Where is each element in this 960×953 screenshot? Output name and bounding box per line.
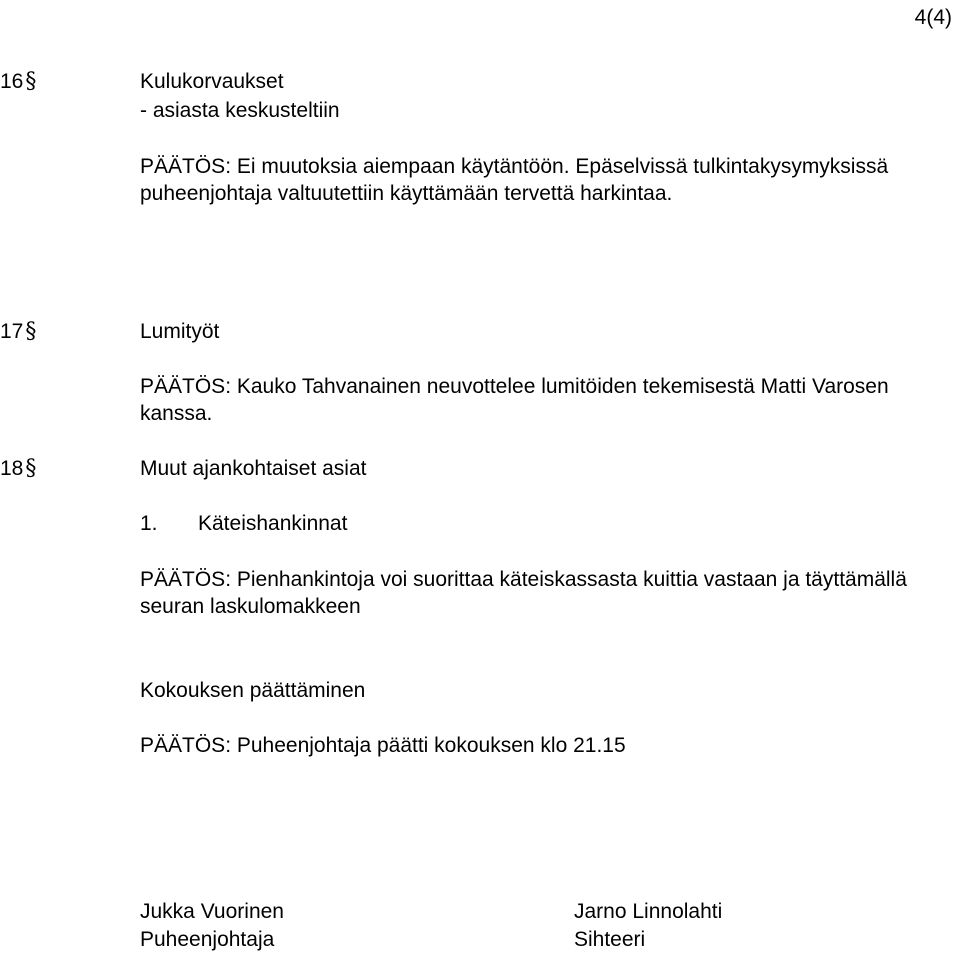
page-number: 4(4): [914, 6, 952, 29]
section-16-note: - asiasta keskusteltiin: [140, 99, 340, 122]
section-number: 16: [0, 70, 24, 93]
section-16-decision: PÄÄTÖS: Ei muutoksia aiempaan käytäntöön. Epäselvissä tulkintakysymyksissä puheenjohtaja valtuutettiin käyttämään tervettä harkintaa.: [140, 155, 889, 205]
section-symbol: §: [25, 69, 37, 94]
section-symbol: §: [25, 319, 37, 344]
signature-name-chair: Jukka Vuorinen: [140, 900, 284, 923]
signature-name-secretary: Jarno Linnolahti: [574, 900, 723, 923]
section-17-decision: PÄÄTÖS: Kauko Tahvanainen neuvottelee lumitöiden tekemisestä Matti Varosen kanssa.: [140, 375, 889, 425]
section-18-item: [140, 510, 347, 537]
section-16-number: [0, 68, 36, 95]
item-title: Käteishankinnat: [198, 512, 348, 535]
signature-role-chair: Puheenjohtaja: [140, 928, 275, 951]
closing-decision: PÄÄTÖS: Puheenjohtaja päätti kokouksen klo 21.15: [140, 734, 626, 757]
section-18-title: Muut ajankohtaiset asiat: [140, 457, 367, 480]
section-17-title: Lumityöt: [140, 320, 220, 343]
signature-role-secretary: Sihteeri: [574, 928, 646, 951]
section-17-number: [0, 318, 36, 345]
section-18-decision: PÄÄTÖS: Pienhankintoja voi suorittaa käteiskassasta kuittia vastaan ja täyttämällä seuran laskulomakkeen: [140, 568, 907, 618]
item-number: 1.: [140, 512, 158, 535]
section-number: 17: [0, 320, 24, 343]
section-number: 18: [0, 457, 24, 480]
section-symbol: §: [25, 456, 37, 481]
section-18-number: [0, 455, 36, 482]
closing-title: Kokouksen päättäminen: [140, 679, 366, 702]
section-16-title: Kulukorvaukset: [140, 70, 284, 93]
